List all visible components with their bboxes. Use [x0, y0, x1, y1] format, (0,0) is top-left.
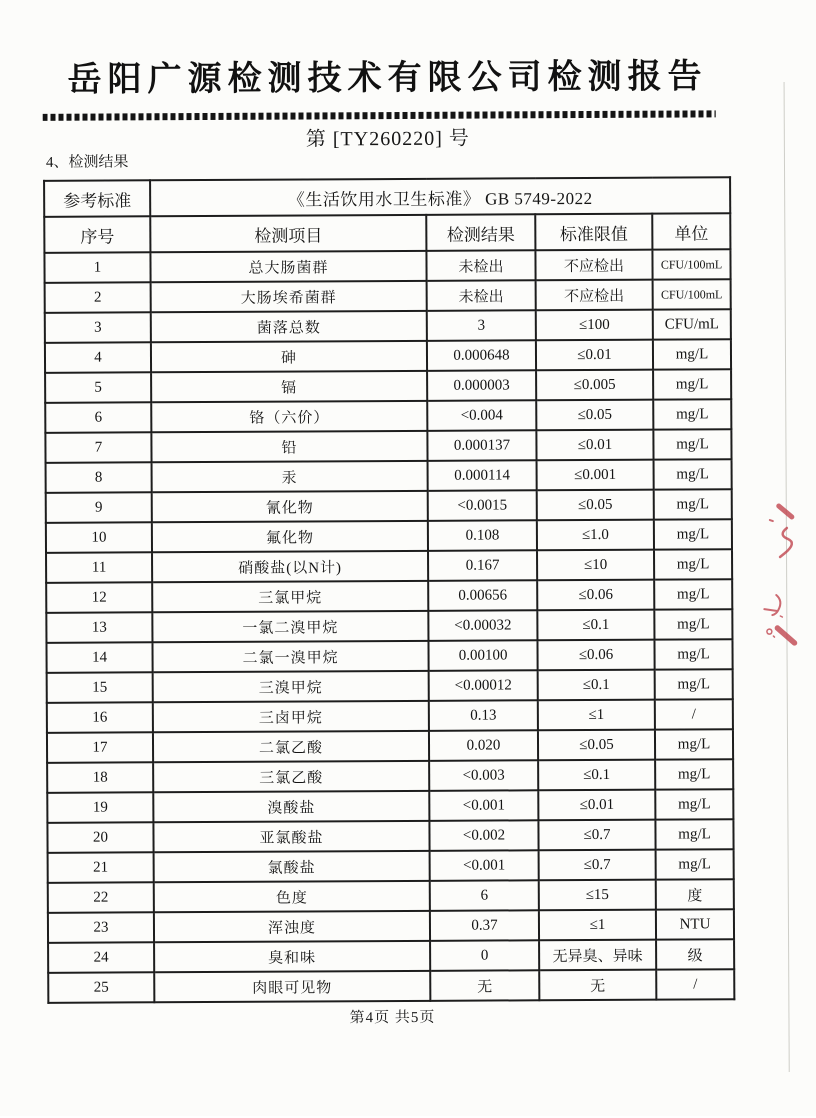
cell-unit: mg/L — [654, 489, 732, 519]
table-row — [45, 369, 731, 403]
cell-limit: ≤0.7 — [538, 820, 655, 851]
cell-result: 0.020 — [429, 730, 538, 761]
page-title: 岳阳广源检测技术有限公司检测报告 — [67, 58, 708, 99]
cell-index: 22 — [48, 882, 154, 913]
cell-limit: ≤10 — [537, 550, 654, 581]
cell-unit: mg/L — [655, 819, 733, 849]
cell-limit: ≤0.05 — [538, 730, 655, 761]
table-row — [45, 309, 731, 343]
cell-result: <0.002 — [429, 820, 538, 851]
red-pen-mark — [758, 496, 805, 656]
cell-limit: ≤1.0 — [537, 520, 654, 551]
cell-unit: mg/L — [653, 339, 731, 369]
table-row — [45, 279, 731, 313]
cell-limit: ≤0.05 — [537, 490, 654, 521]
cell-item: 砷 — [151, 341, 427, 372]
cell-item: 三氯乙酸 — [153, 761, 429, 792]
cell-unit: mg/L — [654, 459, 732, 489]
cell-index: 1 — [44, 252, 150, 283]
cell-result: 0 — [430, 940, 539, 971]
cell-item: 二氯一溴甲烷 — [152, 641, 428, 672]
cell-result: 0.37 — [430, 910, 539, 941]
cell-unit: mg/L — [653, 429, 731, 459]
table-row — [47, 729, 733, 763]
cell-limit: ≤0.1 — [538, 670, 655, 701]
cell-item: 汞 — [152, 461, 428, 492]
cell-result: 0.000003 — [427, 370, 536, 401]
reference-standard-value: 《生活饮用水卫生标准》 GB 5749-2022 — [150, 177, 730, 216]
table-row — [46, 609, 732, 643]
cell-index: 14 — [46, 642, 152, 673]
section-heading: 4、检测结果 — [45, 154, 129, 171]
cell-result: <0.001 — [430, 850, 539, 881]
cell-index: 24 — [48, 942, 154, 973]
cell-result: 0.00100 — [428, 640, 537, 671]
table-row — [44, 249, 730, 283]
table-row — [46, 489, 732, 523]
cell-result: 6 — [430, 880, 539, 911]
column-header-index: 序号 — [44, 216, 150, 253]
cell-result: <0.001 — [429, 790, 538, 821]
cell-limit: 无异臭、异味 — [539, 940, 656, 971]
table-row — [45, 399, 731, 433]
column-header-limit: 标准限值 — [535, 214, 652, 251]
column-header-item: 检测项目 — [150, 215, 426, 252]
table-row — [46, 579, 732, 613]
cell-limit: ≤0.7 — [539, 850, 656, 881]
cell-limit: ≤0.1 — [537, 610, 654, 641]
cell-item: 三溴甲烷 — [153, 671, 429, 702]
cell-limit: ≤0.01 — [538, 790, 655, 821]
cell-limit: ≤0.1 — [538, 760, 655, 791]
results-tbody — [44, 177, 734, 1003]
table-row — [48, 969, 734, 1003]
cell-unit: mg/L — [654, 639, 732, 669]
column-header-unit: 单位 — [652, 213, 730, 249]
cell-item: 亚氯酸盐 — [153, 821, 429, 852]
table-row — [48, 879, 734, 913]
page-footer: 第4页 共5页 — [349, 1009, 436, 1027]
cell-index: 20 — [47, 822, 153, 853]
cell-item: 总大肠菌群 — [150, 251, 426, 282]
cell-unit: / — [656, 969, 734, 999]
cell-item: 菌落总数 — [151, 311, 427, 342]
table-row — [48, 909, 734, 943]
cell-item: 三卤甲烷 — [153, 701, 429, 732]
cell-result: 0.13 — [429, 700, 538, 731]
cell-item: 氰化物 — [152, 491, 428, 522]
table-row — [46, 519, 732, 553]
cell-unit: CFU/100mL — [653, 279, 731, 309]
cell-unit: mg/L — [655, 669, 733, 699]
cell-unit: mg/L — [654, 579, 732, 609]
cell-item: 铬（六价） — [151, 401, 427, 432]
table-row — [48, 849, 734, 883]
cell-limit: ≤0.06 — [537, 580, 654, 611]
table-row — [48, 939, 734, 973]
cell-result: <0.00012 — [429, 670, 538, 701]
dotted-divider — [43, 110, 716, 121]
cell-index: 12 — [46, 582, 152, 613]
cell-item: 大肠埃希菌群 — [151, 281, 427, 312]
cell-index: 5 — [45, 372, 151, 403]
table-row — [47, 759, 733, 793]
cell-result: 0.00656 — [428, 580, 537, 611]
table-row — [47, 789, 733, 823]
cell-index: 7 — [45, 432, 151, 463]
cell-index: 9 — [46, 492, 152, 523]
cell-item: 硝酸盐(以N计) — [152, 551, 428, 582]
cell-index: 6 — [45, 402, 151, 433]
cell-unit: mg/L — [656, 849, 734, 879]
cell-item: 溴酸盐 — [153, 791, 429, 822]
cell-result: <0.0015 — [428, 490, 537, 521]
cell-index: 16 — [47, 702, 153, 733]
cell-item: 镉 — [151, 371, 427, 402]
cell-unit: mg/L — [654, 609, 732, 639]
cell-index: 15 — [47, 672, 153, 703]
cell-index: 8 — [46, 462, 152, 493]
cell-limit: ≤0.01 — [536, 430, 653, 461]
cell-unit: mg/L — [655, 759, 733, 789]
table-row — [46, 459, 732, 493]
cell-item: 臭和味 — [154, 941, 430, 972]
table-header-row — [44, 213, 730, 253]
cell-result: <0.004 — [427, 400, 536, 431]
reference-standard-row — [44, 177, 730, 217]
report-number: 第 [TY260220] 号 — [305, 127, 470, 151]
cell-result: 0.000114 — [428, 460, 537, 491]
cell-limit: ≤1 — [539, 910, 656, 941]
cell-result: <0.003 — [429, 760, 538, 791]
cell-result: 0.108 — [428, 520, 537, 551]
cell-limit: 无 — [539, 970, 656, 1001]
cell-item: 色度 — [154, 881, 430, 912]
table-row — [47, 819, 733, 853]
table-row — [45, 339, 731, 373]
cell-limit: ≤0.01 — [536, 340, 653, 371]
cell-item: 二氯乙酸 — [153, 731, 429, 762]
cell-unit: NTU — [656, 909, 734, 939]
cell-item: 浑浊度 — [154, 911, 430, 942]
table-row — [46, 549, 732, 583]
cell-unit: 度 — [656, 879, 734, 909]
cell-index: 25 — [48, 972, 154, 1003]
cell-limit: ≤0.001 — [537, 460, 654, 491]
cell-item: 铅 — [151, 431, 427, 462]
cell-limit: ≤0.005 — [536, 370, 653, 401]
cell-unit: mg/L — [654, 519, 732, 549]
cell-limit: ≤0.06 — [537, 640, 654, 671]
cell-item: 氟化物 — [152, 521, 428, 552]
cell-index: 11 — [46, 552, 152, 583]
cell-item: 肉眼可见物 — [154, 971, 430, 1002]
reference-standard-label: 参考标准 — [44, 180, 150, 217]
table-row — [47, 699, 733, 733]
cell-unit: / — [655, 699, 733, 729]
cell-result: <0.00032 — [428, 610, 537, 641]
cell-index: 3 — [45, 312, 151, 343]
cell-result: 无 — [430, 970, 539, 1001]
cell-item: 氯酸盐 — [154, 851, 430, 882]
cell-index: 4 — [45, 342, 151, 373]
cell-unit: 级 — [656, 939, 734, 969]
results-table — [43, 176, 735, 1004]
cell-unit: mg/L — [653, 399, 731, 429]
cell-limit: 不应检出 — [536, 280, 653, 311]
cell-result: 0.000137 — [427, 430, 536, 461]
cell-index: 23 — [48, 912, 154, 943]
cell-limit: 不应检出 — [535, 250, 652, 281]
cell-unit: mg/L — [655, 729, 733, 759]
cell-index: 18 — [47, 762, 153, 793]
cell-result: 0.167 — [428, 550, 537, 581]
cell-index: 17 — [47, 732, 153, 763]
table-row — [45, 429, 731, 463]
table-row — [47, 669, 733, 703]
cell-index: 19 — [47, 792, 153, 823]
cell-limit: ≤15 — [539, 880, 656, 911]
column-header-result: 检测结果 — [426, 214, 535, 251]
cell-result: 未检出 — [427, 280, 536, 311]
cell-result: 未检出 — [426, 250, 535, 281]
cell-result: 0.000648 — [427, 340, 536, 371]
cell-unit: mg/L — [655, 789, 733, 819]
cell-index: 21 — [48, 852, 154, 883]
cell-unit: CFU/100mL — [652, 249, 730, 279]
cell-index: 2 — [45, 282, 151, 313]
cell-limit: ≤100 — [536, 310, 653, 341]
cell-item: 一氯二溴甲烷 — [152, 611, 428, 642]
cell-index: 13 — [46, 612, 152, 643]
cell-result: 3 — [427, 310, 536, 341]
cell-limit: ≤1 — [538, 700, 655, 731]
cell-unit: CFU/mL — [653, 309, 731, 339]
table-row — [46, 639, 732, 673]
cell-index: 10 — [46, 522, 152, 553]
cell-unit: mg/L — [654, 549, 732, 579]
cell-limit: ≤0.05 — [536, 400, 653, 431]
cell-unit: mg/L — [653, 369, 731, 399]
cell-item: 三氯甲烷 — [152, 581, 428, 612]
